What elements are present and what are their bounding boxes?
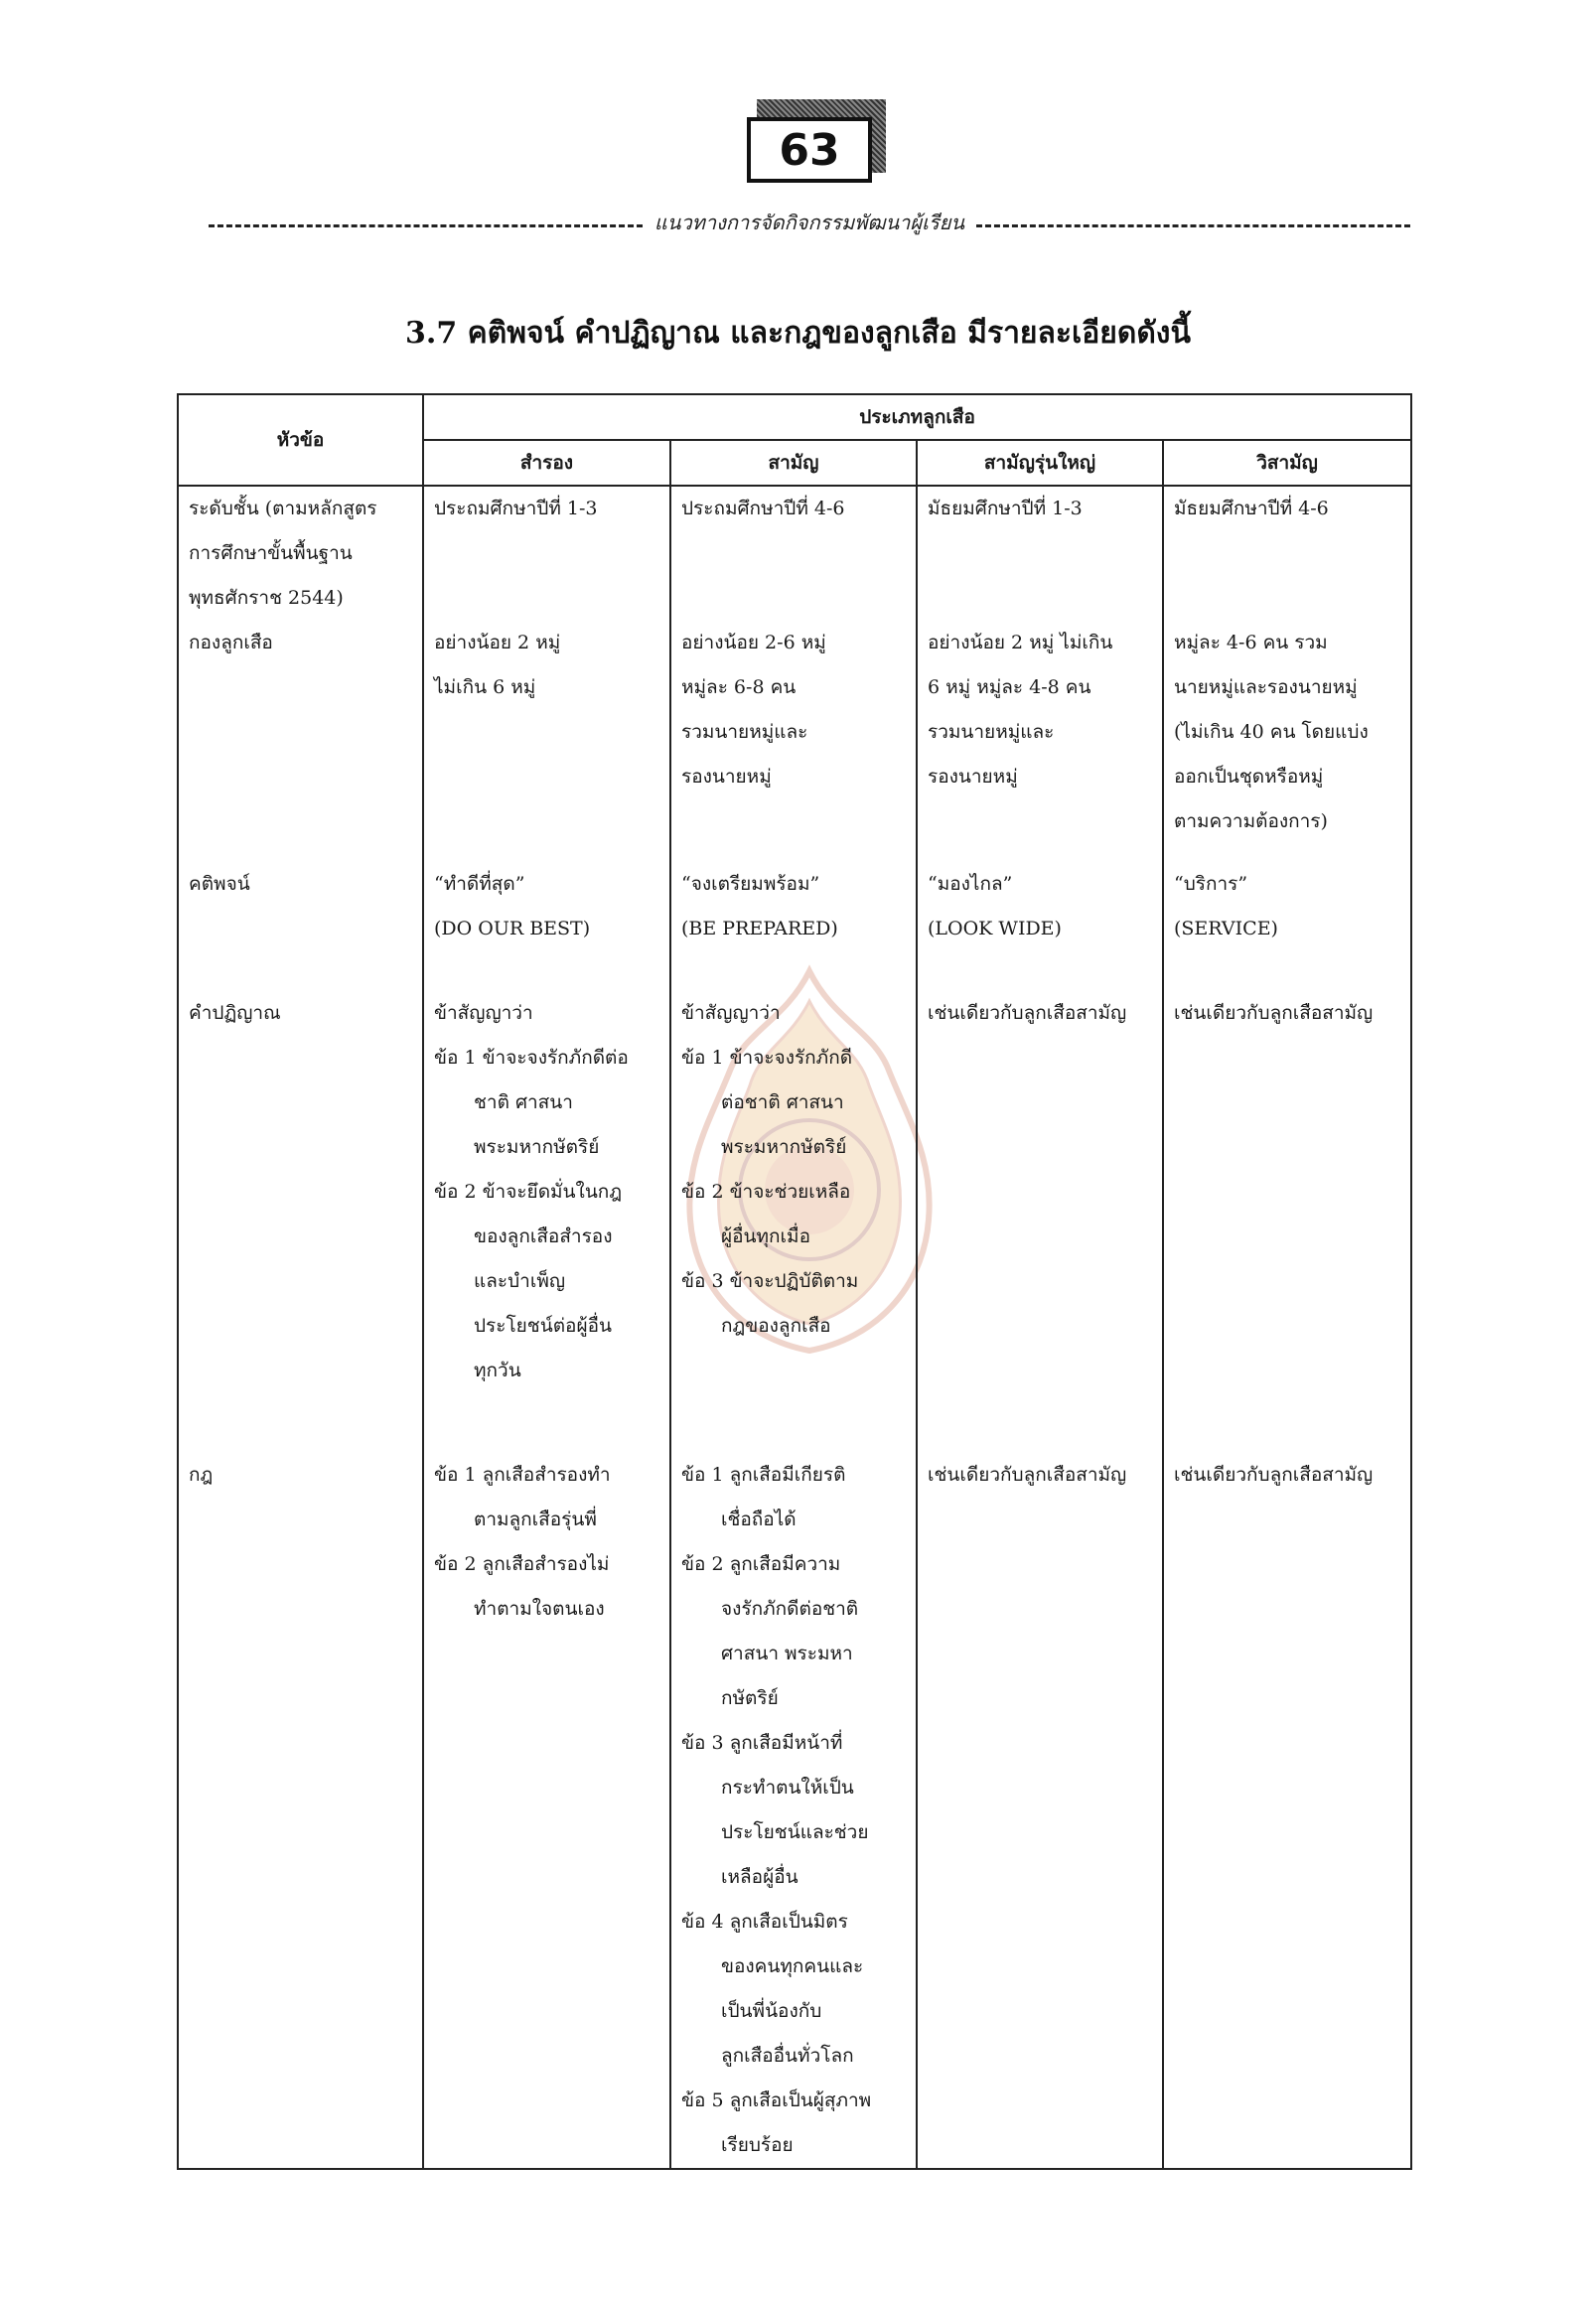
level-label bbox=[178, 486, 423, 621]
cell-line: ลูกเสืออื่นทั่วโลก bbox=[721, 2045, 854, 2067]
cell-line: กองลูกเสือ bbox=[189, 632, 273, 653]
cell-line: ชาติ ศาสนา bbox=[474, 1091, 573, 1113]
cell-line: (SERVICE) bbox=[1174, 918, 1278, 939]
cell-line: กฎ bbox=[189, 1464, 214, 1486]
cell-line: ทำตามใจตนเอง bbox=[474, 1598, 605, 1620]
row-spacer bbox=[434, 1393, 659, 1453]
cell-line: ข้อ 4 ลูกเสือเป็นมิตร bbox=[681, 1911, 848, 1933]
column-header-scout: สามัญ bbox=[670, 440, 917, 486]
troop-cell-4 bbox=[1163, 621, 1411, 862]
cell-line: (DO OUR BEST) bbox=[434, 918, 591, 939]
level-cell-3 bbox=[917, 486, 1163, 621]
cell-line: (ไม่เกิน 40 คน โดยแบ่ง bbox=[1174, 721, 1369, 743]
cell-line: ข้อ 5 ลูกเสือเป็นผู้สุภาพ bbox=[681, 2089, 872, 2111]
cell-line: “มองไกล” bbox=[928, 873, 1013, 895]
row-spacer bbox=[189, 665, 412, 683]
level-cell-1 bbox=[423, 486, 670, 621]
scout-type-header: ประเภทลูกเสือ bbox=[423, 394, 1411, 440]
promise-cell-4 bbox=[1163, 991, 1411, 1453]
cell-line: “ทำดีที่สุด” bbox=[434, 873, 525, 895]
cell-line: ระดับชั้น (ตามหลักสูตร bbox=[189, 498, 377, 519]
motto-cell-4 bbox=[1163, 862, 1411, 991]
row-spacer bbox=[1174, 1036, 1400, 1095]
cell-line: ข้อ 3 ลูกเสือมีหน้าที่ bbox=[681, 1732, 843, 1754]
cell-line: พุทธศักราช 2544) bbox=[189, 587, 344, 609]
header-rule-left bbox=[209, 224, 643, 227]
row-spacer bbox=[928, 799, 1152, 817]
promise-cell-2 bbox=[670, 991, 917, 1453]
header-rule-right bbox=[976, 224, 1410, 227]
cell-line: ข้อ 1 ลูกเสือมีเกียรติ bbox=[681, 1464, 846, 1486]
row-spacer bbox=[681, 1349, 906, 1408]
cell-line: เชื่อถือได้ bbox=[721, 1509, 797, 1530]
level-cell-4 bbox=[1163, 486, 1411, 621]
cell-line: เช่นเดียวกับลูกเสือสามัญ bbox=[928, 1464, 1127, 1486]
table-row-law bbox=[178, 1453, 1411, 2169]
cell-line: ออกเป็นชุดหรือหมู่ bbox=[1174, 766, 1324, 788]
promise-cell-3 bbox=[917, 991, 1163, 1453]
row-spacer bbox=[928, 1036, 1152, 1095]
cell-line: ต่อชาติ ศาสนา bbox=[721, 1091, 844, 1113]
cell-line: (BE PREPARED) bbox=[681, 918, 838, 939]
cell-line: พระมหากษัตริย์ bbox=[474, 1136, 600, 1158]
cell-line: มัธยมศึกษาปีที่ 1-3 bbox=[928, 498, 1083, 519]
cell-line: ของลูกเสือสำรอง bbox=[474, 1225, 613, 1247]
cell-line: ข้อ 2 ข้าจะช่วยเหลือ bbox=[681, 1181, 851, 1203]
cell-line: และบำเพ็ญ bbox=[474, 1270, 566, 1292]
row-spacer bbox=[1174, 844, 1400, 862]
row-spacer bbox=[189, 1036, 412, 1095]
cell-line: เรียบร้อย bbox=[721, 2134, 794, 2156]
law-cell-3 bbox=[917, 1453, 1163, 2169]
cell-line: มัธยมศึกษาปีที่ 4-6 bbox=[1174, 498, 1329, 519]
troop-cell-3 bbox=[917, 621, 1163, 862]
cell-line: ตามความต้องการ) bbox=[1174, 810, 1328, 832]
row-spacer bbox=[434, 951, 659, 991]
section-title: 3.7 คติพจน์ คำปฏิญาณ และกฎของลูกเสือ มีรายละเอียดดังนี้ bbox=[405, 316, 1191, 351]
cell-line: ของคนทุกคนและ bbox=[721, 1955, 864, 1977]
row-spacer bbox=[434, 710, 659, 728]
cell-line: กระทำตนให้เป็น bbox=[721, 1777, 854, 1799]
cell-line: คำปฏิญาณ bbox=[189, 1002, 281, 1024]
troop-label bbox=[178, 621, 423, 862]
cell-line: ประโยชน์ต่อผู้อื่น bbox=[474, 1315, 612, 1337]
motto-cell-3 bbox=[917, 862, 1163, 991]
cell-line: หมู่ละ 6-8 คน bbox=[681, 676, 797, 698]
topic-header: หัวข้อ bbox=[178, 394, 423, 486]
row-spacer bbox=[1174, 951, 1400, 991]
table-body bbox=[178, 486, 1411, 2169]
page-number: 63 bbox=[747, 117, 872, 183]
table-row-level bbox=[178, 486, 1411, 621]
row-spacer bbox=[928, 951, 1152, 991]
cell-line: รองนายหมู่ bbox=[928, 766, 1018, 788]
cell-line: 6 หมู่ หมู่ละ 4-8 คน bbox=[928, 676, 1091, 698]
cell-line: ข้าสัญญาว่า bbox=[434, 1002, 533, 1024]
cell-line: กษัตริย์ bbox=[721, 1687, 779, 1709]
level-cell-2 bbox=[670, 486, 917, 621]
cell-line: ประถมศึกษาปีที่ 1-3 bbox=[434, 498, 598, 519]
cell-line: อย่างน้อย 2-6 หมู่ bbox=[681, 632, 826, 653]
promise-label bbox=[178, 991, 423, 1453]
cell-line: “จงเตรียมพร้อม” bbox=[681, 873, 820, 895]
cell-line: รองนายหมู่ bbox=[681, 766, 772, 788]
cell-line: จงรักภักดีต่อชาติ bbox=[721, 1598, 859, 1620]
cell-line: นายหมู่และรองนายหมู่ bbox=[1174, 676, 1358, 698]
cell-line: อย่างน้อย 2 หมู่ bbox=[434, 632, 561, 653]
cell-line: ไม่เกิน 6 หมู่ bbox=[434, 676, 536, 698]
cell-line: ข้อ 2 ลูกเสือมีความ bbox=[681, 1553, 841, 1575]
table-row-troop bbox=[178, 621, 1411, 862]
cell-line: “บริการ” bbox=[1174, 873, 1248, 895]
table-row-motto bbox=[178, 862, 1411, 991]
cell-line: หมู่ละ 4-6 คน รวม bbox=[1174, 632, 1328, 653]
cell-line: ประถมศึกษาปีที่ 4-6 bbox=[681, 498, 845, 519]
cell-line: ข้อ 1 ลูกเสือสำรองทำ bbox=[434, 1464, 611, 1486]
cell-line: ข้อ 2 ข้าจะยึดมั่นในกฎ bbox=[434, 1181, 623, 1203]
cell-line: รวมนายหมู่และ bbox=[928, 721, 1055, 743]
law-cell-1 bbox=[423, 1453, 670, 2169]
cell-line: กฎของลูกเสือ bbox=[721, 1315, 831, 1337]
cell-line: คติพจน์ bbox=[189, 873, 250, 895]
cell-line: ตามลูกเสือรุ่นพี่ bbox=[474, 1509, 597, 1530]
cell-line: ข้อ 1 ข้าจะจงรักภักดี bbox=[681, 1047, 853, 1069]
column-header-cub: สำรอง bbox=[423, 440, 670, 486]
cell-line: เช่นเดียวกับลูกเสือสามัญ bbox=[1174, 1464, 1374, 1486]
cell-line: ข้าสัญญาว่า bbox=[681, 1002, 781, 1024]
table-row-promise bbox=[178, 991, 1411, 1453]
motto-cell-1 bbox=[423, 862, 670, 991]
promise-cell-1 bbox=[423, 991, 670, 1453]
cell-line: รวมนายหมู่และ bbox=[681, 721, 808, 743]
motto-label bbox=[178, 862, 423, 991]
cell-line: ศาสนา พระมหา bbox=[721, 1643, 853, 1664]
cell-line: ประโยชน์และช่วย bbox=[721, 1821, 869, 1843]
column-header-senior-scout: สามัญรุ่นใหญ่ bbox=[917, 440, 1163, 486]
cell-line: อย่างน้อย 2 หมู่ ไม่เกิน bbox=[928, 632, 1113, 653]
cell-line: ข้อ 1 ข้าจะจงรักภักดีต่อ bbox=[434, 1047, 629, 1069]
law-label bbox=[178, 1453, 423, 2169]
row-spacer bbox=[189, 907, 412, 946]
cell-line: เช่นเดียวกับลูกเสือสามัญ bbox=[1174, 1002, 1374, 1024]
cell-line: เป็นพี่น้องกับ bbox=[721, 2000, 822, 2022]
troop-cell-2 bbox=[670, 621, 917, 862]
motto-cell-2 bbox=[670, 862, 917, 991]
column-header-rover: วิสามัญ bbox=[1163, 440, 1411, 486]
cell-line: การศึกษาขั้นพื้นฐาน bbox=[189, 542, 353, 564]
cell-line: ข้อ 2 ลูกเสือสำรองไม่ bbox=[434, 1553, 610, 1575]
running-header-text: แนวทางการจัดกิจกรรมพัฒนาผู้เรียน bbox=[653, 211, 965, 234]
running-header bbox=[209, 211, 1410, 234]
scout-table bbox=[177, 393, 1412, 2170]
cell-line: พระมหากษัตริย์ bbox=[721, 1136, 847, 1158]
cell-line: ข้อ 3 ข้าจะปฏิบัติตาม bbox=[681, 1270, 859, 1292]
law-cell-2 bbox=[670, 1453, 917, 2169]
row-spacer bbox=[681, 951, 906, 991]
cell-line: เหลือผู้อื่น bbox=[721, 1866, 798, 1888]
cell-line: เช่นเดียวกับลูกเสือสามัญ bbox=[928, 1002, 1127, 1024]
cell-line: ผู้อื่นทุกเมื่อ bbox=[721, 1225, 810, 1247]
row-spacer bbox=[681, 799, 906, 817]
cell-line: (LOOK WIDE) bbox=[928, 918, 1062, 939]
troop-cell-1 bbox=[423, 621, 670, 862]
cell-line: ทุกวัน bbox=[474, 1360, 521, 1381]
law-cell-4 bbox=[1163, 1453, 1411, 2169]
